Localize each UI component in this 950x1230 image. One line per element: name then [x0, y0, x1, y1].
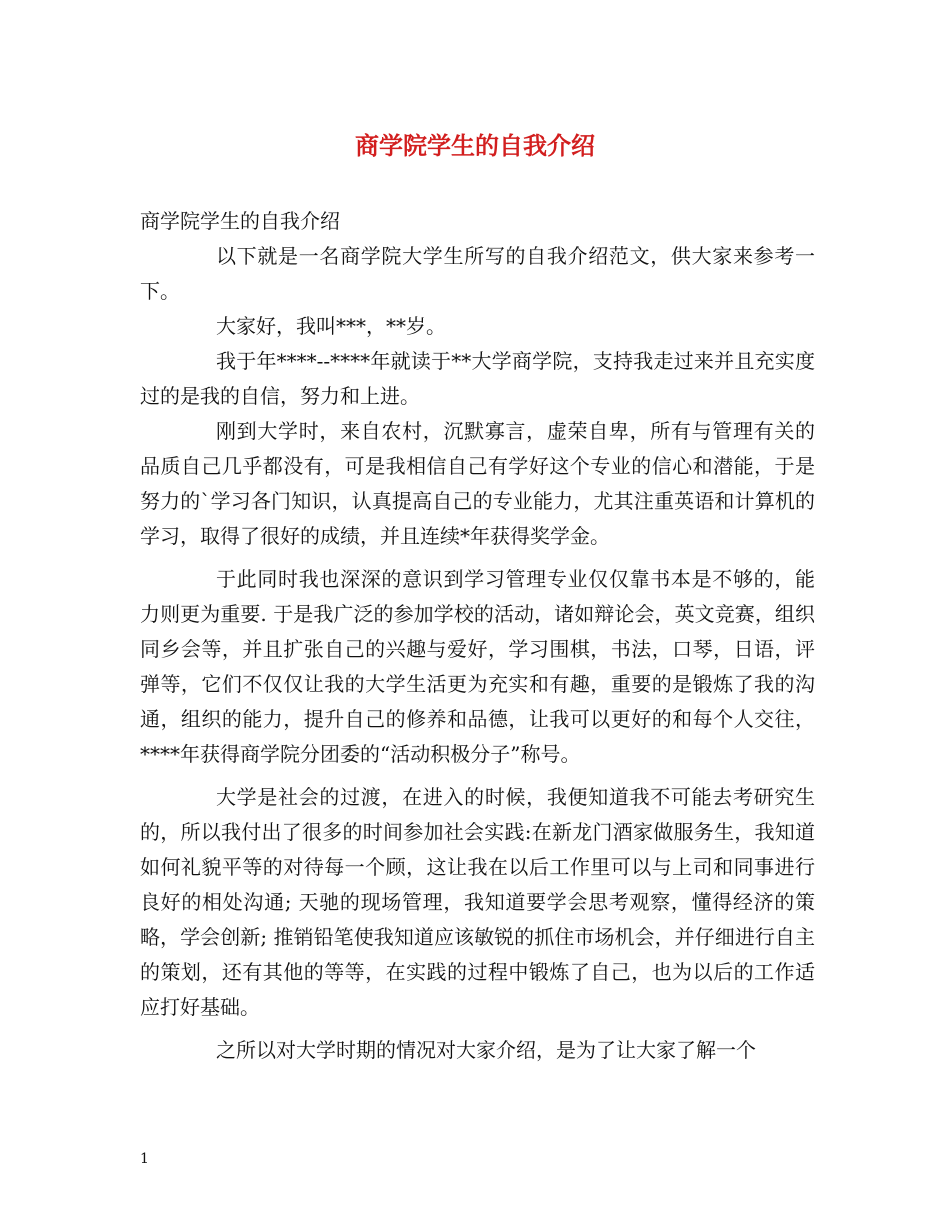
- document-title: 商学院学生的自我介绍: [355, 131, 595, 160]
- paragraph: 大家好，我叫***，**岁。: [216, 314, 446, 338]
- paragraph: 大学是社会的过渡，在进入的时候，我便知道我不可能去考研究生的，所以我付出了很多的时间参加社会实践:在新龙门酒家做服务生，我知道如何礼貌平等的对待每一个顾，这让我在以后工作里可以与上司和同事进行良好的相处沟通; 天驰的现场管理，我知道要学会思考观察，懂得经济的策略，学会创新; 推销铅笔使我知道应该敏锐的抓住市场机会，并仔细进行自主的策划，还有其他的等等，在实践的过程中锻炼了自己，也为以后的工作适应打好基础。: [140, 785, 815, 1019]
- paragraph: 以下就是一名商学院大学生所写的自我介绍范文，供大家来参考一下。: [140, 244, 815, 303]
- paragraph-heading: 商学院学生的自我介绍: [140, 209, 340, 233]
- page-number: 1: [140, 1151, 149, 1167]
- paragraph: 于此同时我也深深的意识到学习管理专业仅仅靠书本是不够的，能力则更为重要. 于是我广泛的参加学校的活动，诸如辩论会，英文竞赛，组织同乡会等，并且扩张自己的兴趣与爱好，学习围棋，书法，口琴，日语，评弹等，它们不仅仅让我的大学生活更为充实和有趣，重要的是锻炼了我的沟通，组织的能力，提升自己的修养和品德，让我可以更好的和每个人交往，****年获得商学院分团委的“活动积极分子”称号。: [140, 567, 815, 766]
- paragraph: 我于年****--****年就读于**大学商学院，支持我走过来并且充实度过的是我的自信，努力和上进。: [140, 349, 815, 408]
- paragraph: 之所以对大学时期的情况对大家介绍，是为了让大家了解一个: [216, 1038, 756, 1062]
- paragraph: 刚到大学时，来自农村，沉默寡言，虚荣自卑，所有与管理有关的品质自己几乎都没有，可是我相信自己有学好这个专业的信心和潜能，于是努力的`学习各门知识，认真提高自己的专业能力，尤其注重英语和计算机的学习，取得了很好的成绩，并且连续*年获得奖学金。: [140, 419, 815, 548]
- document-body: [140, 204, 815, 1068]
